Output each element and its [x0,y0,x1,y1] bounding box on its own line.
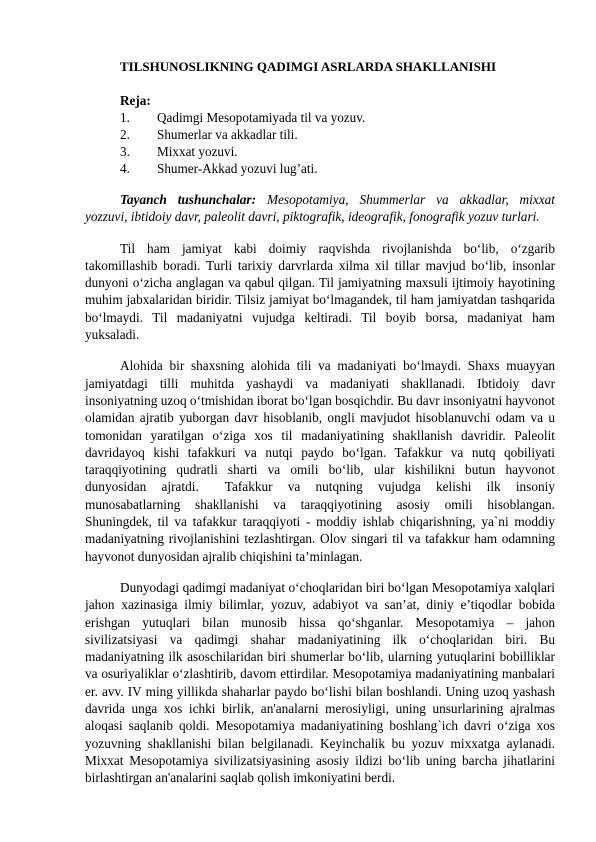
plan-item-text: Shumerlar va akkadlar tili. [157,127,298,142]
document-page [85,58,555,801]
plan-item-number: 1. [120,110,130,125]
plan-item-text: Mixxat yozuvi. [157,144,238,159]
plan-list [85,109,555,177]
keywords-label: Tayanch tushunchalar: [120,192,257,207]
plan-item-number: 2. [120,127,130,142]
plan-item [85,126,555,143]
plan-item-number: 3. [120,144,130,159]
plan-item-text: Qadimgi Mesopotamiyada til va yozuv. [157,110,366,125]
body-paragraph-1: Til ham jamiyat kabi doimiy raqvishda rivojlanishda bo‘lib, o‘zgarib takomillashib boradi. Turli tarixiy darvrlarda xilma xil tillar mavjud bo‘lib, insonlar dunyoni o‘zicha anglagan va qabul qilgan. Til jamiyatning maxsuli ijtimoiy hayotining muhim jabxalaridan biridir. Tilsiz jamiyat bo‘lmagandek, til ham jamiyatdan tashqarida bo‘lmaydi. Til madaniyatni vujudga keltiradi. Til boyib borsa, madaniyat ham yuksaladi. [85,240,555,343]
plan-item-number: 4. [120,161,130,176]
plan-heading: Reja: [120,93,151,108]
plan-item [85,109,555,126]
plan-item-text: Shumer-Akkad yozuvi lug’ati. [157,161,318,176]
keywords-paragraph [85,191,555,226]
body-paragraph-2-part-2: Tafakkur va nutqning vujudga kelishi ilk insoniy munosabatlarning shakllanishi va taraqqiyotining asosiy omili hisoblangan. Shuningdek, til va tafakkur taraqqiyoti - moddiy ishlab chiqarishning, ya`ni moddiy madaniyatning rivojlanishini tezlashtirgan. Olov singari til va tafakkur ham odamning hayvonot dunyosidan ajralib chiqishini ta’minlagan. [85,479,555,564]
body-paragraph-2 [85,357,555,565]
body-paragraph-2-part-1: Alohida bir shaxsning alohida tili va madaniyati bo‘lmaydi. Shaxs muayyan jamiyatdagi tilli muhitda yashaydi va madaniyati shakllanadi. Ibtidoiy davr insoniyatning uzoq o‘tmishidan iborat bo‘lgan bosqichdir. Bu davr insoniyatni hayvonot olamidan ajratib yuborgan davr hisoblanib, ongli mavjudot hisoblanuvchi odam va u tomonidan yaratilgan o‘ziga xos til madaniyatining shakllanish davridir. Paleolit davridayoq kishi tafakkuri va nutqi paydo bo‘lgan. Tafakkur va nutq qobiliyati taraqqiyotining qudratli sharti va omili bo‘lib, ular kishilikni butun hayvonot dunyosidan ajratdi. [85,358,555,495]
body-paragraph-3: Dunyodagi qadimgi madaniyat o‘choqlaridan biri bo‘lgan Mesopotamiya xalqlari jahon xazinasiga ilmiy bilimlar, yozuv, adabiyot va san’at, diniy e’tiqodlar bobida erishgan yutuqlari bilan munosib hissa qo‘shganlar. Mesopotamiya – jahon sivilizatsiyasi va qadimgi shahar madaniyatining ilk o‘choqlaridan biri. Bu madaniyatning ilk asoschilaridan biri shumerlar bo‘lib, ularning yutuqlarini bobilliklar va osuriyaliklar o‘zlashtirib, davom ettirdilar. Mesopotamiya madaniyatining manbalari er. avv. IV ming yillikda shaharlar paydo bo‘lishi bilan boshlandi. Uning uzoq yashash davrida unga xos ichki birlik, an'analarni merosiyligi, uning unsurlarining ajralmas aloqasi saqlanib qoldi. Mesopotamiya madaniyatining boshlang`ich davri o‘ziga xos yozuvning shakllanishi bilan belgilanadi. Keyinchalik bu yozuv mixxatga aylanadi. Mixxat Mesopotamiya sivilizatsiyasining asosiy ildizi bo‘lib uning barcha jihatlarini birlashtirgan an'analarini saqlab qolish imkoniyatini berdi. [85,579,555,786]
document-title: TILSHUNOSLIKNING QADIMGI ASRLARDA SHAKLLANISHI [120,59,497,74]
plan-item [85,160,555,177]
keywords-text: Mesopotamiya, Shummerlar va akkadlar, mixxat yozzuvi, ibtidoiy davr, paleolit davri, piktografik, ideografik, fonografik yozuv turlari. [85,192,555,225]
plan-item [85,143,555,160]
